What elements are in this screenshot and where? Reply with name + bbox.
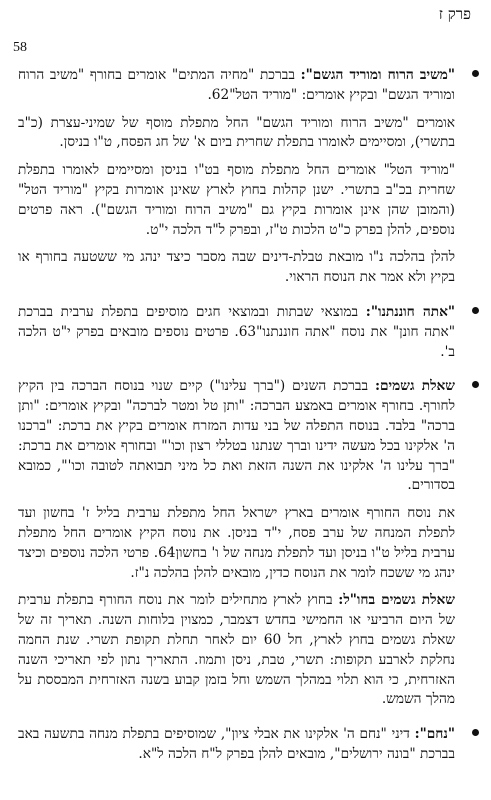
- section-table-reference: [18, 248, 455, 288]
- chapter-title: פרק ז: [438, 5, 471, 23]
- section-ata-chonantanu: [18, 303, 455, 362]
- paragraph: [18, 114, 455, 154]
- section-sheelat-geshamim-chul: [18, 591, 455, 710]
- paragraph-text: אומרים "משיב הרוח ומוריד הגשם" החל מתפלת מוסף של שמיני-עצרת (כ"ב בתשרי), ומסיימים לאומרו בתפלת שחרית ביום א' של חג הפסח, ט"ו בניסן.: [18, 114, 455, 151]
- section-lead: "משיב הרוח ומוריד הגשם":: [300, 67, 455, 83]
- section-nachem: [18, 725, 455, 765]
- paragraph-text: "מוריד הטל" אומרים החל מתפלת מוסף בט"ו בניסן ומסיימים לאומרו בתפלת שחרית בכ"ב בתשרי. ישנן קהלות בחוץ לארץ שאינן אומרות בקיץ "מוריד הטל" (והמובן שהן אינן אומרות בקיץ גם "משיב הרוח ומוריד הגשם"). ראה פרטים נוספים, להלן בפרק כ"ט הלכות ט"ז, ובפרק ל"ד הלכה י"ט.: [18, 162, 455, 238]
- bullet-icon: [472, 70, 479, 77]
- section-sheelat-geshamim: [18, 377, 455, 496]
- section-morid-hatal: [18, 161, 455, 240]
- paragraph: [18, 377, 455, 496]
- paragraph-text: בברכת השנים ("ברך עלינו") קיים שנוי בנוסח הברכה בין הקיץ לחורף. בחורף אומרים באמצע הברכה: "ותן טל ומטר לברכה" ובקיץ אומרים: "ותן ברכה" בלבד. בנוסח התפלה של בני עדות המזרח אומרים בקיץ את ברכת: "ברכנו ה' אלקינו בכל מעשה ידינו וברך שנתנו בטללי רצון וכו'" ובחורף אומרים את ברכת: "ברך עלינו ה' אלקינו את השנה הזאת ואת כל מיני תבואתה לטובה וכו'", כמובא בסדורים.: [18, 378, 455, 494]
- section-mashiv-haruach: [18, 66, 455, 106]
- paragraph: [18, 66, 455, 106]
- paragraph-text: במוצאי שבתות ובמוצאי חגים מוסיפים בתפלת ערבית בברכת "אתה חונן" את נוסח "אתה חוננתנו"63. פרטים נוספים מובאים בפרק י"ט הלכה ב'.: [18, 303, 455, 360]
- paragraph: [18, 248, 455, 288]
- paragraph: [18, 161, 455, 240]
- section-lead: שאלת גשמים בחו"ל:: [338, 592, 455, 609]
- section-sheelat-geshamim-dates: [18, 504, 455, 583]
- section-mashiv-haruach-cont: [18, 114, 455, 154]
- paragraph-text: בחוץ לארץ מתחילים לומר את נוסח החורף בתפלת ערבית של היום הרביעי או החמישי בחדש דצמבר, כמצוין בלוחות השנה. תאריך זה של שאלת גשמים בחוץ לארץ, חל 60 יום לאחר תחלת תקופת תשרי. שנת החמה נחלקת לארבע תקופות: תשרי, טבת, ניסן ותמוז. התאריך נתון לפי תאריכי השנה האזרחית, כי הוא תלוי במהלך השמש וחל בזמן קבוע בשנה האזרחית המבססת על מהלך השמש.: [18, 592, 455, 708]
- page-number: 58: [13, 40, 27, 55]
- paragraph-text: להלן בהלכה נ"ו מובאת טבלת-דינים שבה מסבר כיצד ינהג מי ששטעה בחורף או בקיץ ולא אמר את הנוסח הראוי.: [18, 249, 455, 286]
- paragraph-text: דיני "נחם ה' אלקינו את אבלי ציון", שמוסיפים בתפלת מנחה בתשעה באב בברכת "בונה ירושלים", מובאים להלן בפרק ל"ח הלכה ל"א.: [18, 726, 455, 762]
- bullet-icon: [472, 307, 479, 314]
- bullet-icon: [472, 381, 479, 388]
- paragraph: [18, 725, 455, 765]
- page-body: [18, 66, 455, 765]
- page-header: [0, 0, 491, 55]
- section-lead: שאלת גשמים:: [374, 378, 455, 395]
- bullet-icon: [472, 729, 479, 736]
- paragraph-text: בברכת "מחיה המתים" אומרים בחורף "משיב הרוח ומוריד הגשם" ובקיץ אומרים: "מוריד הטל"62.: [18, 67, 455, 103]
- paragraph: [18, 591, 455, 710]
- section-lead: "נחם":: [414, 726, 455, 743]
- paragraph-text: את נוסח החורף אומרים בארץ ישראל החל מתפלת ערבית בליל ז' בחשון ועד לתפלת המנחה של ערב פסח, י"ד בניסן. את נוסח הקיץ אומרים החל מתפלת ערבית בליל ט"ו בניסן ועד לתפלת מנחה של ו' בחשון64. פרטי הלכה נוספים וכיצד ינהג מי ששכח לומר את הנוסח כדין, מובאים להלן בהלכה נ"ז.: [18, 505, 456, 581]
- section-lead: "אתה חוננתנו":: [365, 303, 456, 320]
- paragraph: [18, 504, 455, 583]
- paragraph: [18, 303, 455, 362]
